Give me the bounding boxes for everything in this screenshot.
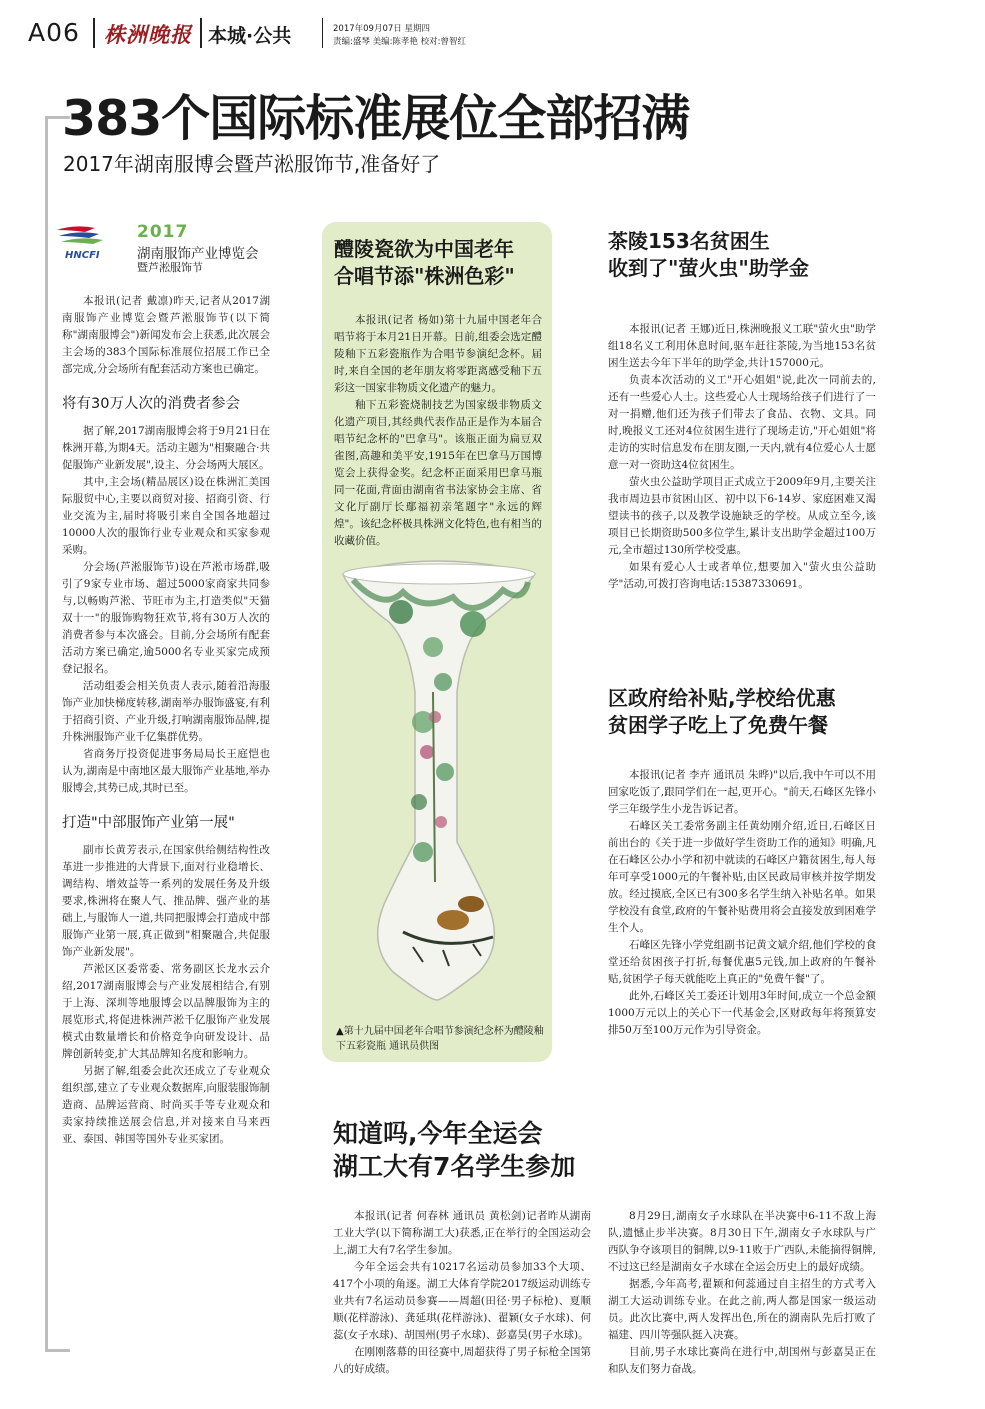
- vase-paragraph: 釉下五彩瓷烧制技艺为国家级非物质文化遗产项目,其经典代表作品正是作为本届合唱节纪念杯的"巴拿马"。该瓶正面为扁豆双雀图,高趣和美平安,1915年在巴拿马万国博览会上获得金奖。纪念杯正面采用巴拿马瓶同一花面,背面由湖南省书法家协会主席、省文化厅副厅长鄢福初亲笔题字"永远的辉煌"。该纪念杯极具株洲文化特色,也有相当的收藏价值。: [334, 399, 542, 547]
- lead-paragraph: 芦淞区区委常委、常务副区长龙水云介绍,2017湖南服博会与产业发展相结合,有别于上海、深圳等地服博会以品牌服饰为主的展览形式,将促进株洲芦淞千亿服饰产业发展模式由数量增长和价格竞争向研发设计、品牌创新转变,扩大其品牌知名度和影响力。: [62, 963, 270, 1060]
- expo-logo: [55, 222, 285, 274]
- lead-body: [62, 293, 270, 1253]
- lead-paragraph: 据了解,2017湖南服博会将于9月21日在株洲开幕,为期4天。活动主题为"相聚融合·共促服饰产业新发展",设主、分会场两大展区。: [62, 425, 270, 471]
- chaling-paragraph: 如果有爱心人士或者单位,想要加入"萤火虫公益助学"活动,可拨打咨询电话:15387330691。: [608, 561, 876, 590]
- games-paragraph: 目前,男子水球比赛尚在进行中,胡国州与彭嘉昊正在和队友们努力奋战。: [608, 1346, 876, 1375]
- games-paragraph: 本报讯(记者 何春林 通讯员 黄松剑)记者昨从湖南工业大学(以下简称湖工大)获悉,正在举行的全国运动会上,湖工大有7名学生参加。: [333, 1210, 591, 1256]
- lead-subheadline: 2017年湖南服博会暨芦淞服饰节,准备好了: [63, 152, 441, 176]
- header-divider-2: [200, 18, 202, 48]
- page-header: [0, 0, 985, 60]
- lunch-story-body: [608, 767, 876, 1077]
- chaling-paragraph: 负责本次活动的义工"开心姐姐"说,此次一同前去的,还有一些爱心人士。这些爱心人士现场给孩子们进行了一对一捐赠,他们还为孩子们带去了食品、衣物、文具。同时,晚报义工还对4位贫困生进行了现场走访,"开心姐姐"将走访的实时信息发布在朋友圈,一天内,就有4位爱心人士愿意一对一资助这4位贫困生。: [608, 374, 876, 471]
- chaling-paragraph: 本报讯(记者 王娜)近日,株洲晚报义工联"萤火虫"助学组18名义工利用休息时间,驱车赶往茶陵,为当地153名贫困生送去今年下半年的助学金,共计157000元。: [608, 323, 876, 369]
- chaling-story-body: [608, 321, 876, 621]
- games-paragraph: 在刚刚落幕的田径赛中,周超获得了男子标枪全国第八的好成绩。: [333, 1346, 591, 1375]
- games-paragraph: 据悉,今年高考,翟颖和何蕊通过自主招生的方式考入湖工大运动训练专业。在此之前,两人都是国家一级运动员。此次比赛中,两人发挥出色,所在的湖南队先后打败了福建、四川等强队挺入决赛。: [608, 1278, 876, 1341]
- vase-caption: ▲第十九届中国老年合唱节参演纪念杯为醴陵釉下五彩瓷瓶 通讯员供图: [336, 1026, 544, 1052]
- lead-paragraph: 活动组委会相关负责人表示,随着沿海服饰产业加快梯度转移,湖南举办服饰盛宴,有利于招商引资、产业升级,打响湖南服饰品牌,提升株洲服饰产业千亿集群优势。: [62, 680, 270, 743]
- header-divider: [93, 18, 95, 48]
- lunch-story-title: [608, 685, 908, 739]
- logo-year: 2017: [137, 222, 189, 242]
- games-story-title: [333, 1117, 653, 1183]
- lead-paragraph: 副市长黄芳表示,在国家供给侧结构性改革进一步推进的大背景下,面对行业稳增长、调结构、增效益等一系列的发展任务及升级要求,株洲将在聚人气、推品牌、强产业的基础上,与服饰人一道,共同把服博会打造成中部服饰产业第一展,真正做到"相聚融合,共促服饰产业新发展"。: [62, 844, 270, 958]
- lunch-title-line1: 区政府给补贴,学校给优惠: [608, 686, 836, 710]
- lunch-paragraph: 本报讯(记者 李卉 通讯员 朱晔)"以后,我中午可以不用回家吃饭了,跟同学们在一起,更开心。"前天,石峰区先锋小学三年级学生小龙告诉记者。: [608, 769, 876, 815]
- vase-photo: [323, 552, 551, 1022]
- games-paragraph: 今年全运会共有10217名运动员参加33个大项、417个小项的角逐。湖工大体育学院2017级运动训练专业共有7名运动员参赛——周超(田径·男子标枪)、夏顺顺(花样游泳)、龚延琪(花样游泳)、翟颖(女子水球)、何蕊(女子水球)、胡国州(男子水球)、彭嘉昊(男子水球)。: [333, 1261, 591, 1341]
- vase-story-title: [334, 236, 549, 290]
- lead-paragraph: 分会场(芦淞服饰节)设在芦淞市场群,吸引了9家专业市场、超过5000家商家共同参与,以畅购芦淞、节旺市为主,打造类似"天猫双十一"的服饰购物狂欢节,将有30万人次的消费者参与本次盛会。目前,分会场所有配套活动方案已确定,逾5000名专业买家完成预登记报名。: [62, 561, 270, 675]
- chaling-story-title: [608, 228, 908, 282]
- vase-paragraph: 本报讯(记者 杨如)第十九届中国老年合唱节将于本月21日开幕。日前,组委会选定醴陵釉下五彩瓷瓶作为合唱节参演纪念杯。届时,来自全国的老年朋友将零距离感受釉下五彩这一国家非物质文化遗产的魅力。: [334, 314, 542, 394]
- chaling-title-line1: 茶陵153名贫困生: [608, 229, 770, 253]
- logo-name-line1: 湖南服饰产业博览会: [137, 246, 259, 262]
- logo-brand: HNCFI: [65, 250, 100, 261]
- newspaper-brand: 株洲晚报: [104, 22, 192, 47]
- games-title-line2: 湖工大有7名学生参加: [333, 1152, 576, 1181]
- lead-headline: 383个国际标准展位全部招满: [62, 90, 690, 147]
- page-number: A06: [28, 18, 80, 47]
- logo-name-line2: 暨芦淞服饰节: [137, 261, 203, 274]
- lead-paragraph: 本报讯(记者 戴凛)昨天,记者从2017湖南服饰产业博览会暨芦淞服饰节(以下简称"湖南服博会")新闻发布会上获悉,此次展会主会场的383个国际标准展位招展工作已全部完成,分会场所有配套活动方案也已确定。: [62, 295, 270, 375]
- lunch-title-line2: 贫困学子吃上了免费午餐: [608, 713, 828, 737]
- lead-paragraph: 另据了解,组委会此次还成立了专业观众组织部,建立了专业观众数据库,向服装服饰制造商、品牌运营商、时尚买手等专业观众和卖家持续推送展会信息,并对接来自马来西亚、泰国、韩国等国外专业买家团。: [62, 1065, 270, 1145]
- vase-story-body: [334, 312, 542, 554]
- lead-paragraph: 省商务厅投资促进事务局局长王庭恺也认为,湖南是中南地区最大服饰产业基地,举办服博会,其势已成,其时已至。: [62, 748, 270, 794]
- games-story-body-left: [333, 1208, 591, 1388]
- games-title-line1: 知道吗,今年全运会: [333, 1119, 543, 1148]
- lunch-paragraph: 石峰区先锋小学党组副书记黄文斌介绍,他们学校的食堂还给贫困孩子打折,每餐优惠5元钱,加上政府的午餐补贴,贫困学子每天就能吃上真正的"免费午餐"了。: [608, 939, 876, 985]
- section-name: 本城·公共: [208, 25, 292, 47]
- games-story-body-right: [608, 1208, 876, 1388]
- date-line: 2017年09月07日 星期四: [333, 24, 430, 34]
- lunch-paragraph: 石峰区关工委常务副主任黄幼刚介绍,近日,石峰区日前出台的《关于进一步做好学生资助工作的通知》明确,凡在石峰区公办小学和初中就读的石峰区户籍贫困生,每人每年可享受1000元的午餐补贴,由区民政局审核并按学期发放。经过摸底,全区已有300多名学生纳入补贴名单。如果学校没有食堂,政府的午餐补贴费用将会直接发放到困难学生个人。: [608, 820, 876, 934]
- chaling-title-line2: 收到了"萤火虫"助学金: [608, 256, 809, 280]
- vase-title-line1: 醴陵瓷欲为中国老年: [334, 237, 514, 261]
- games-paragraph: 8月29日,湖南女子水球队在半决赛中6-11不敌上海队,遗憾止步半决赛。8月30日下午,湖南女子水球队与广西队争夺该项目的铜牌,以9-11败于广西队,未能摘得铜牌,不过这已经是湖南女子水球在全运会历史上的最好成绩。: [608, 1210, 876, 1273]
- header-divider-3: [322, 18, 323, 48]
- chaling-paragraph: 萤火虫公益助学项目正式成立于2009年9月,主要关注我市周边县市贫困山区、初中以下6-14岁、家庭困难又渴望读书的孩子,以及教学设施缺乏的学校。从成立至今,该项目已长期资助500多位学生,累计支出助学金超过100万元,全市超过130所学校受惠。: [608, 476, 876, 556]
- lunch-paragraph: 此外,石峰区关工委还计划用3年时间,成立一个总金额1000万元以上的关心下一代基金会,区财政每年将预算安排50万至100万元作为引导资金。: [608, 990, 876, 1036]
- lead-paragraph: 其中,主会场(精品展区)设在株洲汇美国际服贸中心,主要以商贸对接、招商引资、行业交流为主,届时将吸引来自全国各地超过10000人次的服饰行业专业观众和买家参观采购。: [62, 476, 270, 556]
- vase-title-line2: 合唱节添"株洲色彩": [334, 264, 515, 288]
- staff-line: 责编:盛琴 美编:陈孝艳 校对:曾智红: [333, 37, 466, 47]
- lead-subhead-2: 打造"中部服饰产业第一展": [62, 815, 235, 831]
- lead-subhead-1: 将有30万人次的消费者参会: [62, 396, 240, 412]
